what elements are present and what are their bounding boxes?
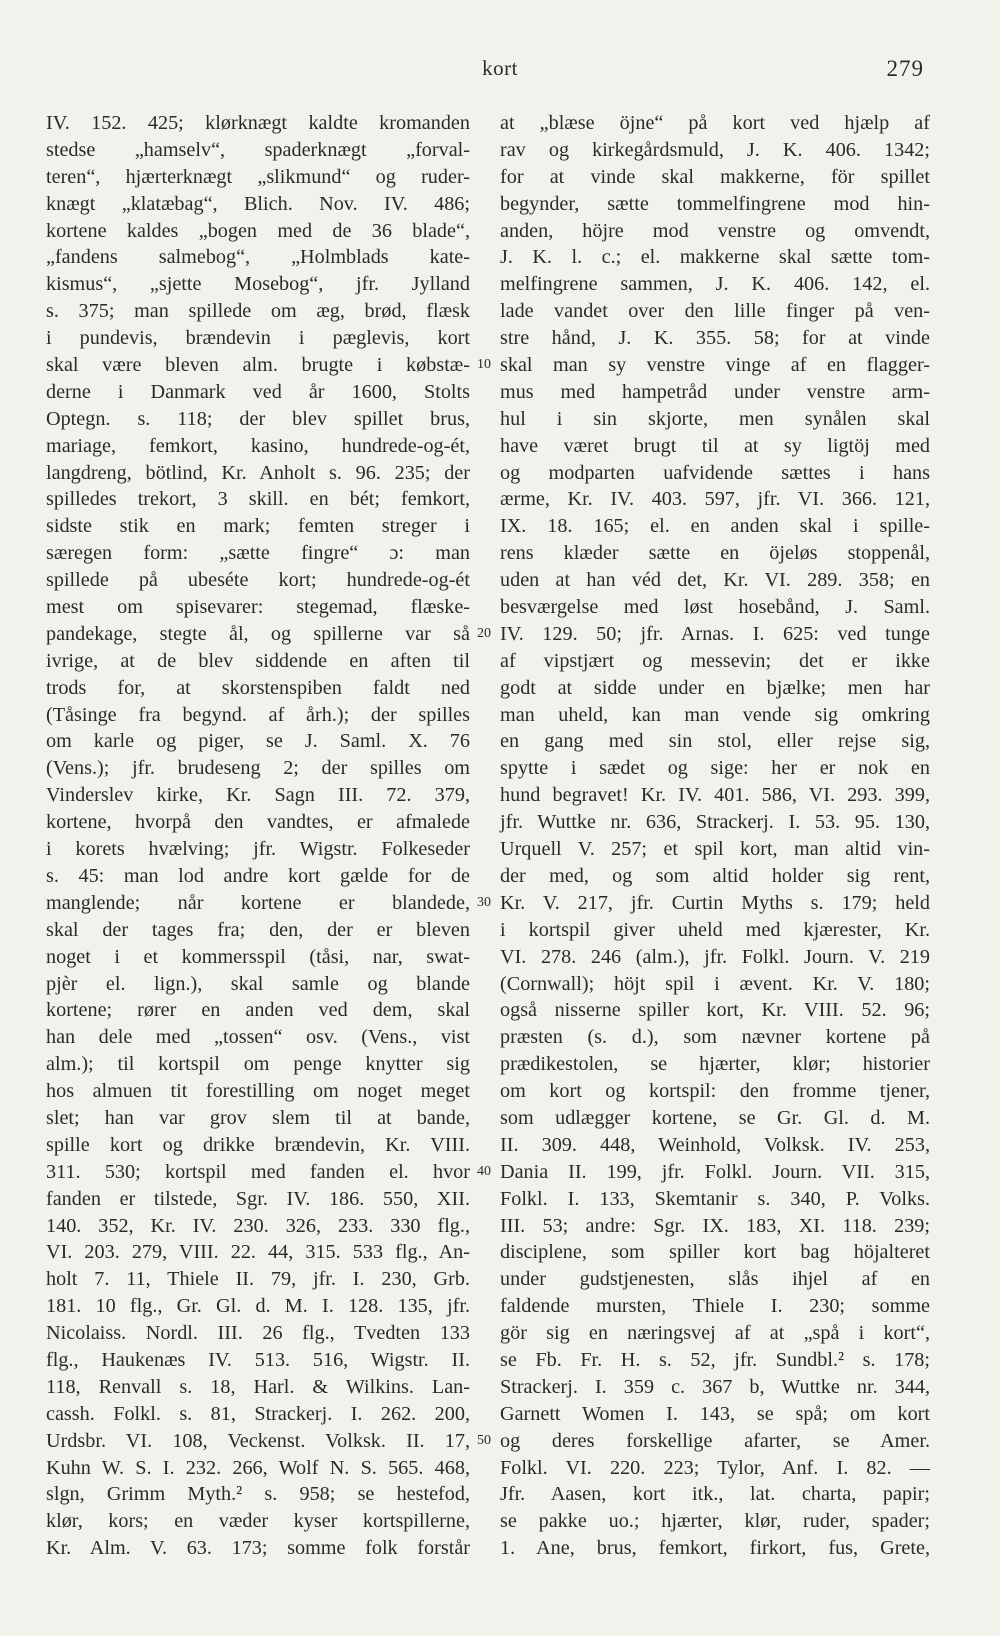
text-line: rens klæder sætte en öjeløs stoppenål,	[500, 542, 930, 565]
text-line: for at vinde skal makkerne, för spillet	[500, 165, 930, 188]
text-line: hos almuen tit forestilling om noget meget	[46, 1080, 470, 1103]
text-line: besværgelse med løst hosebånd, J. Saml.	[500, 596, 930, 619]
text-line: Urdsbr. VI. 108, Veckenst. Volksk. II. 17,	[46, 1429, 470, 1452]
line-number: 20	[477, 626, 491, 642]
text-line: skal der tages fra; den, der er bleven	[46, 918, 470, 941]
text-line: Kr. Alm. V. 63. 173; somme folk forstår	[46, 1537, 470, 1560]
text-line: under gudstjenesten, slås ihjel af en	[500, 1268, 930, 1291]
text-line: lade vandet over den lille finger på ven-	[500, 300, 930, 323]
line-number: 50	[477, 1433, 491, 1449]
text-line: slgn, Grimm Myth.² s. 958; se hestefod,	[46, 1483, 470, 1506]
left-column	[46, 110, 470, 1562]
text-line: og modparten uafvidende sættes i hans	[500, 461, 930, 484]
text-line: melfingrene sammen, J. K. 406. 142, el.	[500, 273, 930, 296]
text-line: pandekage, stegte ål, og spillerne var så	[46, 622, 470, 645]
text-line: trods for, at skorstenspiben faldt ned	[46, 676, 470, 699]
page-number: 279	[886, 56, 924, 81]
text-line: kismus“, „sjette Mosebog“, jfr. Jylland	[46, 273, 470, 296]
text-line: som udlægger kortene, se Gr. Gl. d. M.	[500, 1106, 930, 1129]
text-line: IV. 129. 50; jfr. Arnas. I. 625: ved tunge	[500, 622, 930, 645]
text-line: VI. 278. 246 (alm.), jfr. Folkl. Journ. V. 219	[500, 945, 930, 968]
text-line: spille kort og drikke brændevin, Kr. VIII.	[46, 1133, 470, 1156]
text-line: mus med hampetråd under venstre arm-	[500, 380, 930, 403]
text-line: faldende mursten, Thiele I. 230; somme	[500, 1295, 930, 1318]
text-line: have været brugt til at sy ligtöj med	[500, 434, 930, 457]
text-line: om karle og piger, se J. Saml. X. 76	[46, 730, 470, 753]
text-line: spilledes trekort, 3 skill. en bét; femkort,	[46, 488, 470, 511]
text-line: IV. 152. 425; klørknægt kaldte kromanden	[46, 112, 470, 134]
text-line: derne i Danmark ved år 1600, Stolts	[46, 380, 470, 403]
text-line: teren“, hjærterknægt „slikmund“ og ruder-	[46, 165, 470, 188]
text-line: skal man sy venstre vinge af en flagger-	[500, 354, 930, 377]
text-line: (Tåsinge fra begynd. af årh.); der spilles	[46, 703, 470, 726]
text-line: II. 309. 448, Weinhold, Volksk. IV. 253,	[500, 1133, 930, 1156]
text-line: han dele med „tossen“ osv. (Vens., vist	[46, 1026, 470, 1049]
text-line: langdreng, bötlind, Kr. Anholt s. 96. 235; der	[46, 461, 470, 484]
text-line: sidste stik en mark; femten streger i	[46, 515, 470, 538]
text-line: i kortspil giver uheld med kjærester, Kr.	[500, 918, 930, 941]
text-line: ivrige, at de blev siddende en aften til	[46, 649, 470, 672]
text-line: Folkl. VI. 220. 223; Tylor, Anf. I. 82. —	[500, 1456, 930, 1479]
text-line: af vipstjært og messevin; det er ikke	[500, 649, 930, 672]
text-line: spytte i sædet og sige: her er nok en	[500, 757, 930, 780]
text-line: mariage, femkort, kasino, hundrede-og-ét,	[46, 434, 470, 457]
text-line: spillede på ubeséte kort; hundrede-og-ét	[46, 569, 470, 592]
text-line: Strackerj. I. 359 c. 367 b, Wuttke nr. 344,	[500, 1375, 930, 1398]
text-line: stedse „hamselv“, spaderknægt „forval-	[46, 138, 470, 161]
text-line: se pakke uo.; hjærter, klør, ruder, spader;	[500, 1510, 930, 1533]
text-line: 1. Ane, brus, femkort, firkort, fus, Grete,	[500, 1537, 930, 1560]
text-line: en gang med sin stol, eller rejse sig,	[500, 730, 930, 753]
text-line: pjèr el. lign.), skal samle og blande	[46, 972, 470, 995]
text-line: s. 45: man lod andre kort gælde for de	[46, 864, 470, 887]
text-line: IX. 18. 165; el. en anden skal i spille-	[500, 515, 930, 538]
text-line: stre hånd, J. K. 355. 58; for at vinde	[500, 327, 930, 350]
line-number: 40	[477, 1164, 491, 1180]
text-line: kortene kaldes „bogen med de 36 blade“,	[46, 219, 470, 242]
text-line: uden at han véd det, Kr. VI. 289. 358; en	[500, 569, 930, 592]
text-line: kortene; rører en anden ved dem, skal	[46, 999, 470, 1022]
text-line: Folkl. I. 133, Skemtanir s. 340, P. Volks.	[500, 1187, 930, 1210]
right-column	[500, 110, 930, 1562]
text-line: III. 53; andre: Sgr. IX. 183, XI. 118. 239;	[500, 1214, 930, 1237]
text-line: 311. 530; kortspil med fanden el. hvor	[46, 1160, 470, 1183]
text-line: rav og kirkegårdsmuld, J. K. 406. 1342;	[500, 138, 930, 161]
text-line: Nicolaiss. Nordl. III. 26 flg., Tvedten 133	[46, 1322, 470, 1345]
text-line: (Cornwall); höjt spil i ævent. Kr. V. 180;	[500, 972, 930, 995]
text-line: klør, kors; en væder kyser kortspillerne,	[46, 1510, 470, 1533]
text-line: manglende; når kortene er blandede,	[46, 891, 470, 914]
text-line: mest om spisevarer: stegemad, flæske-	[46, 596, 470, 619]
text-line: præsten (s. d.), som nævner kortene på	[500, 1026, 930, 1049]
text-line: (Vens.); jfr. brudeseng 2; der spilles om	[46, 757, 470, 780]
text-line: hund begravet! Kr. IV. 401. 586, VI. 293. 399,	[500, 784, 930, 807]
text-line: Optegn. s. 118; der blev spillet brus,	[46, 407, 470, 430]
text-line: gör sig en næringsvej af at „spå i kort“,	[500, 1322, 930, 1345]
text-line: knægt „klatæbag“, Blich. Nov. IV. 486;	[46, 192, 470, 215]
text-line: 118, Renvall s. 18, Harl. & Wilkins. Lan-	[46, 1375, 470, 1398]
text-line: s. 375; man spillede om æg, brød, flæsk	[46, 300, 470, 323]
text-line: skal være bleven alm. brugte i købstæ-	[46, 354, 470, 377]
text-line: anden, höjre mod venstre og omvendt,	[500, 219, 930, 242]
text-line: kortene, hvorpå den vandtes, er afmalede	[46, 811, 470, 834]
text-line: Garnett Women I. 143, se spå; om kort	[500, 1402, 930, 1425]
text-line: man uheld, kan man vende sig omkring	[500, 703, 930, 726]
text-line: og deres forskellige afarter, se Amer.	[500, 1429, 930, 1452]
text-line: Vinderslev kirke, Kr. Sagn III. 72. 379,	[46, 784, 470, 807]
text-line: disciplene, som spiller kort bag höjalteret	[500, 1241, 930, 1264]
line-number: 10	[477, 357, 491, 373]
text-line: også nisserne spiller kort, Kr. VIII. 52. 96;	[500, 999, 930, 1022]
text-line: Urquell V. 257; et spil kort, man altid vin-	[500, 838, 930, 861]
text-line: begynder, sætte tommelfingrene mod hin-	[500, 192, 930, 215]
page-header	[0, 56, 1000, 86]
text-line: særegen form: „sætte fingre“ ɔ: man	[46, 542, 470, 565]
text-line: om kort og kortspil: den fromme tjener,	[500, 1080, 930, 1103]
text-line: J. K. l. c.; el. makkerne skal sætte tom-	[500, 246, 930, 269]
running-head: kort	[482, 56, 518, 80]
text-line: i korets hvælving; jfr. Wigstr. Folkeseder	[46, 838, 470, 861]
text-line: Dania II. 199, jfr. Folkl. Journ. VII. 315,	[500, 1160, 930, 1183]
text-line: Jfr. Aasen, kort itk., lat. charta, papir;	[500, 1483, 930, 1506]
text-line: Kuhn W. S. I. 232. 266, Wolf N. S. 565. 468,	[46, 1456, 470, 1479]
text-line: Kr. V. 217, jfr. Curtin Myths s. 179; held	[500, 891, 930, 914]
text-line: holt 7. 11, Thiele II. 79, jfr. I. 230, Grb.	[46, 1268, 470, 1291]
text-line: flg., Haukenæs IV. 513. 516, Wigstr. II.	[46, 1348, 470, 1371]
text-line: jfr. Wuttke nr. 636, Strackerj. I. 53. 95. 130,	[500, 811, 930, 834]
text-line: 181. 10 flg., Gr. Gl. d. M. I. 128. 135, jfr.	[46, 1295, 470, 1318]
text-line: noget i et kommersspil (tåsi, nar, swat-	[46, 945, 470, 968]
text-line: se Fb. Fr. H. s. 52, jfr. Sundbl.² s. 178;	[500, 1348, 930, 1371]
text-line: i pundevis, brændevin i pæglevis, kort	[46, 327, 470, 350]
line-number: 30	[477, 895, 491, 911]
text-line: 140. 352, Kr. IV. 230. 326, 233. 330 flg.,	[46, 1214, 470, 1237]
text-line: fanden er tilstede, Sgr. IV. 186. 550, XII.	[46, 1187, 470, 1210]
text-line: alm.); til kortspil om penge knytter sig	[46, 1053, 470, 1076]
text-line: godt at sidde under en bjælke; men har	[500, 676, 930, 699]
text-line: at „blæse öjne“ på kort ved hjælp af	[500, 112, 930, 134]
text-line: prædikestolen, se hjærter, klør; historier	[500, 1053, 930, 1076]
text-line: hul i sin skjorte, men synålen skal	[500, 407, 930, 430]
text-line: ærme, Kr. IV. 403. 597, jfr. VI. 366. 121,	[500, 488, 930, 511]
text-line: VI. 203. 279, VIII. 22. 44, 315. 533 flg., An-	[46, 1241, 470, 1264]
text-line: cassh. Folkl. s. 81, Strackerj. I. 262. 200,	[46, 1402, 470, 1425]
text-line: slet; han var grov slem til at bande,	[46, 1106, 470, 1129]
text-line: der med, og som altid holder sig rent,	[500, 864, 930, 887]
text-line: „fandens salmebog“, „Holmblads kate-	[46, 246, 470, 269]
